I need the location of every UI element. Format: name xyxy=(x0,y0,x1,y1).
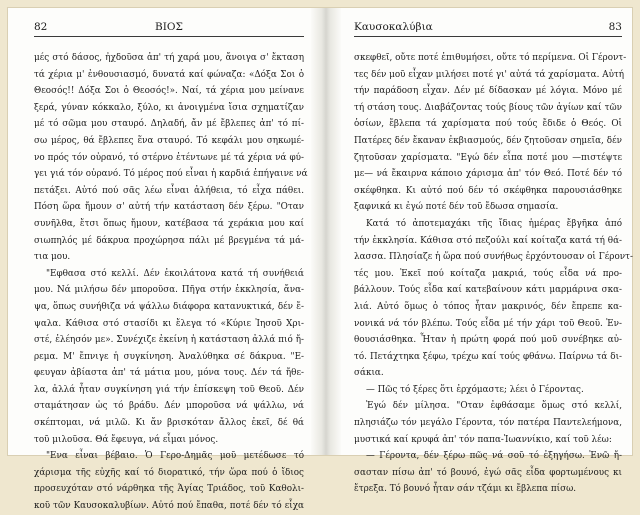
right-page xyxy=(354,8,633,495)
right-header-rule xyxy=(354,36,622,37)
text-line: σιωπηλός μέ δάκρυα προχώρησα πάλι μέ βρεγμένα τά μά- xyxy=(34,235,304,246)
text-line: τή στάση τους. Διαβάζοντας τούς βίους τῶν ἁγίων καί τῶν xyxy=(354,102,622,113)
text-line: — Πῶς τό ξέρες ὅτι ἐρχόμαστε; λέει ὁ Γέροντας. xyxy=(366,384,584,395)
left-running-head: ΒΙΟΣ xyxy=(155,21,183,33)
text-line: τό. Πετάχτηκα ξέφω, τρέχω καί τούς φθάνω. Παίρνω τά δι- xyxy=(354,351,622,362)
text-line: τες δέν μοῦ εἶχαν μιλήσει ποτέ γι' αὐτά τά χαρίσματα. Αὐτή xyxy=(354,69,625,80)
text-line: φευγαν ἀβίαστα ἀπ' τά μάτια μου, μόνα τους. Δέν τά ἤθε- xyxy=(34,368,304,379)
text-line: τά χέρια μ' ἐνθουσιασμό, δυνατά καί φώναζα: «Δόξα Σοι ὁ xyxy=(34,69,304,80)
text-line: Κατά τό ἀποτεμαχάκι τῆς ἴδιας ἡμέρας ἔβγῆκα ἀπό xyxy=(366,218,622,229)
text-line: λα, ἀλλά ἦταν συγκίνηση γιά τήν ἐπίσκεψη τοῦ Θεοῦ. Δέν xyxy=(34,384,304,395)
left-page-number: 82 xyxy=(34,21,48,33)
left-running-header xyxy=(34,21,304,39)
text-line: Ἐγώ δέν μίλησα. "Οταν ἐφθάσαμε ὅμως στό κελλί, xyxy=(366,401,622,412)
text-line: σταμάτησαν ὡς τό βράδυ. Δέν μποροῦσα νά ψάλλω, νά xyxy=(34,401,304,412)
text-line: σκεφθεῖ, οὔτε ποτέ ἐπιθυμήσει, οὔτε τό περίμενα. Οἱ Γέροντ- xyxy=(354,53,627,63)
left-page-text xyxy=(34,50,308,515)
text-line: γει γιά τόν οὐρανό. Τό μέρος πού εἶναι ἡ καρδιά ἐπήγαινε νά xyxy=(34,169,308,180)
text-line: ἔτρεξα. Τό βουνό ἦταν σάν τζάμι κι ἔβλεπα πίσω. xyxy=(354,484,577,495)
text-line: λασσα. Πλησίαζε ἡ ὥρα πού συνήθως ἐρχόντουσαν οἱ Γέροντ- xyxy=(354,252,633,263)
left-header-rule xyxy=(34,36,304,37)
text-line: πετάξει. Αὐτό πού σᾶς λέω εἶναι ἀλήθεια, τό εἶχα πάθει. xyxy=(34,185,304,196)
text-line: σκέφθηκα. Κι αὐτό πού δέν τό σκέφθηκα παρουσιάσθηκε xyxy=(354,185,622,196)
text-line: σασταν πίσω ἀπ' τό βουνό, ἐγώ σᾶς εἶδα φορτωμένους κι xyxy=(354,467,622,478)
text-line: κοῦ τῶν Καυσοκαλυβίων. Αὐτό πού ἔπαθα, ποτέ δέν τό εἶχα xyxy=(34,501,304,512)
text-line: ψα, ὅπως συνήθιζα νά ψάλλω διάφορα κατανυκτικά, δέν ἔ- xyxy=(34,301,304,312)
text-line: ὁσίων, ἔβλεπα τά χαρίσματα πού τούς ἔδιδε ὁ Θεός. Οἱ xyxy=(354,119,622,130)
text-line: λιά. Αὐτό ὅμως ὁ τόπος ἦταν μακρινός, δέν ἔπρεπε κα- xyxy=(354,301,622,312)
right-page-text xyxy=(354,50,633,498)
text-line: ξερά, γύναν κόκκαλο, ξύλο, κι ἀνοιγμένα ἴσια σχηματίζαν xyxy=(34,102,304,113)
text-line: τήν παράδοση εἶχαν. Δέν μέ δίδασκαν μέ λόγια. Μόνο μέ xyxy=(354,86,622,97)
text-line: βάλλουν. Τούς εἶδα καί κατεβαίνουν κάτι μαρμάρινα σκα- xyxy=(354,285,622,296)
book-spread xyxy=(8,8,633,512)
right-page-number: 83 xyxy=(608,21,622,33)
right-running-head: Καυσοκαλύβια xyxy=(354,21,433,33)
text-line: τές μου. Ἐκεῖ πού κοίταζα μακριά, τούς εἶδα νά προ- xyxy=(354,268,622,279)
text-line: Πατέρες δέν ἔκαναν ἐκβιασμούς, δέν ζητοῦσαν σημεῖα, δέν xyxy=(354,135,622,146)
text-line: — Γέροντα, δέν ξέρω πῶς νά σοῦ τό ἐξηγήσω. Ἐνῶ ἤ- xyxy=(366,451,622,462)
text-line: Πόση ὥρα ἤμουν σ' αὐτή τήν κατάσταση δέν ξέρω. "Οταν xyxy=(34,202,304,213)
book-gutter xyxy=(311,8,341,455)
text-line: μές στό δάσος, ἠχδοῦσα ἀπ' τή χαρά μου, ἄνοιγα σ' ἔκταση xyxy=(34,53,304,63)
text-line: νονικά νά τόν βλέπω. Τούς εἶδα μέ τήν χάρι τοῦ Θεοῦ. Ἐν- xyxy=(354,318,622,329)
text-line: χάρισμα τῆς εὐχῆς καί τό διορατικό, τήν ὥρα πού ὁ ἴδιος xyxy=(34,467,304,478)
text-line: "Εφθασα στό κελλί. Δέν ἐκοιλάτονα κατά τή συνήθειά xyxy=(46,268,304,279)
text-line: με— νά ἔκαιρνα κάποιο χάρισμα ἀπ' τόν Θεό. Ποτέ δέν τό xyxy=(354,169,622,180)
text-line: μου. Νά μιλήσω δέν μποροῦσα. Πῆγα στήν ἐκκλησία, ἄνα- xyxy=(34,285,304,296)
text-line: στέ, ἐλέησόν με». Συνέχιζε ἐκείνη ἡ κατάσταση ἀλλά πιό ἤ- xyxy=(34,335,304,346)
text-line: ρεμα. Μ' ἔπνιγε ἡ συγκίνηση. Ἀναλύθηκα σέ δάκρυα. "Ε- xyxy=(34,351,304,362)
text-line: τοῦ μιλοῦσα. Θά ἔφευγα, νά εἶμαι μόνος. xyxy=(34,434,219,445)
text-line: νο πρός τόν οὐρανό, τό στέρνο ἐτέντωνε μέ τά χέρια νά φύ- xyxy=(34,152,304,163)
text-line: ψαλα. Κάθισα στό στασίδι κι ἔλεγα τό «Κύριε Ἰησοῦ Χρι- xyxy=(34,318,304,329)
text-line: σάκια. xyxy=(354,368,384,379)
text-line: τήν ἐκκλησία. Κάθισα στό πεζούλι καί κοίταζα κατά τή θά- xyxy=(354,235,622,246)
text-line: τια μου. xyxy=(34,252,71,263)
text-line: μέ τό σῶμα μου σταυρό. Δηλαδή, ἄν μέ ἔβλεπες ἀπ' τό πί- xyxy=(34,119,304,130)
text-line: "Ενα εἶναι βέβαιο. Ὁ Γερο-Δημᾶς μοῦ μετέδωσε τό xyxy=(46,451,304,462)
left-page xyxy=(34,8,308,512)
text-line: ξαφνικά κι ἐγώ ποτέ δέν τοῦ ἔδωσα σημασία. xyxy=(354,202,559,213)
text-line: πλησιάζω τόν μεγάλο Γέροντα, τόν πατέρα Παντελεήμονα, xyxy=(354,418,622,429)
text-line: σω μέρος, θά ἔβλεπες ἕνα σταυρό. Τό κεφάλι μου σηκωμέ- xyxy=(34,135,304,146)
text-line: προσευχόταν στό νάρθηκα τῆς Ἁγίας Τριάδος, τοῦ Καθολι- xyxy=(34,484,304,495)
text-line: ζητοῦσαν χαρίσματα. "Εγώ δέν εἶπα ποτέ μου —πιστέψτε xyxy=(354,152,622,163)
text-line: σκέπτομαι, νά μιλῶ. Κι ἄν βρισκόταν ἄλλος ἐκεῖ, δέ θά xyxy=(34,418,304,429)
right-running-header xyxy=(354,21,622,39)
text-line: θουσιάσθηκα. Ἦταν ἡ πρώτη φορά πού μοῦ συνέβηκε αὐ- xyxy=(354,335,622,346)
text-line: μυστικά καί κρυφά ἀπ' τόν παπα-Ἰωαννίκιο, καί τοῦ λέω: xyxy=(354,434,612,445)
text-line: Θεοσός!! Δόξα Σοι ὁ Θεοσός!». Ναί, τά χέρια μου μείνανε xyxy=(34,86,304,97)
text-line: συνῆλθα, ἔτσι ὅπως ἤμουν, κατέβασα τά χεράκια μου καί xyxy=(34,218,304,229)
